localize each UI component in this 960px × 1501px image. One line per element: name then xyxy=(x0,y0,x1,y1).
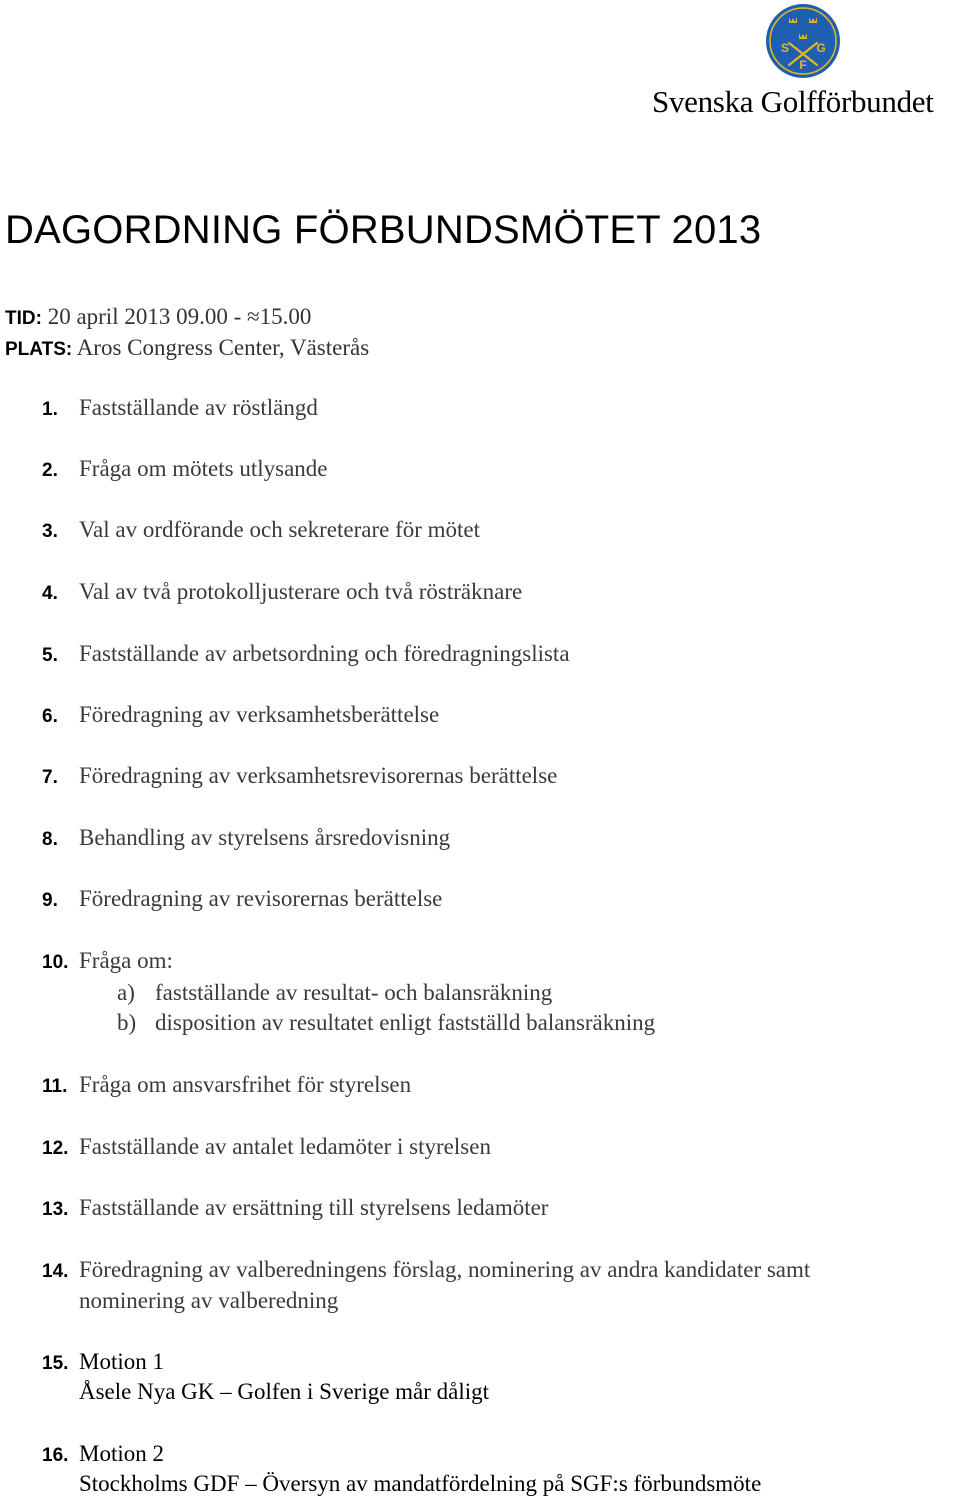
agenda-item xyxy=(42,763,557,789)
agenda-subitem xyxy=(117,1010,655,1036)
meta-time xyxy=(5,304,311,330)
agenda-item-number: 2. xyxy=(42,460,58,481)
document-title: DAGORDNING FÖRBUNDSMÖTET 2013 xyxy=(5,208,762,252)
place-label: PLATS: xyxy=(5,339,73,360)
agenda-item-number: 5. xyxy=(42,645,58,666)
time-label: TID: xyxy=(5,308,42,329)
agenda-item xyxy=(42,579,522,605)
agenda-subitem-letter: b) xyxy=(117,1010,137,1035)
agenda-item-text: Fastställande av röstlängd xyxy=(79,395,318,420)
agenda-item xyxy=(42,825,450,851)
agenda-item-text: Fråga om: xyxy=(79,948,173,973)
agenda-item xyxy=(42,1257,810,1283)
agenda-item-text: Föredragning av valberedningens förslag, nominering av andra kandidater samt xyxy=(79,1257,811,1282)
motion-description: Åsele Nya GK – Golfen i Sverige mår dåligt xyxy=(79,1379,490,1404)
agenda-subitem xyxy=(117,980,552,1006)
agenda-item xyxy=(42,517,480,543)
agenda-item-number: 16. xyxy=(42,1445,69,1466)
agenda-item-continuation: nominering av valberedning xyxy=(79,1288,339,1313)
agenda-item xyxy=(42,395,318,421)
agenda-item-text: Motion 1 xyxy=(79,1349,164,1374)
agenda-item-text: Motion 2 xyxy=(79,1441,164,1466)
place-value: Aros Congress Center, Västerås xyxy=(76,335,370,360)
agenda-item xyxy=(42,1134,491,1160)
agenda-item-text: Val av ordförande och sekreterare för mötet xyxy=(79,517,481,542)
agenda-item-number: 13. xyxy=(42,1199,69,1220)
agenda-item-number: 12. xyxy=(42,1138,69,1159)
agenda-item xyxy=(42,1441,164,1467)
agenda-item-text: Fastställande av ersättning till styrelsens ledamöter xyxy=(79,1195,549,1220)
agenda-item-number: 9. xyxy=(42,890,58,911)
agenda-item xyxy=(42,948,173,974)
emblem-letter-s: S xyxy=(780,41,790,55)
agenda-item-number: 8. xyxy=(42,829,58,850)
agenda-item xyxy=(42,456,328,482)
agenda-item-text: Fastställande av antalet ledamöter i styrelsen xyxy=(79,1134,491,1159)
agenda-item-number: 4. xyxy=(42,583,58,604)
agenda-item-number: 7. xyxy=(42,767,58,788)
agenda-subitem-text: fastställande av resultat- och balansräkning xyxy=(155,980,553,1005)
agenda-item-text: Val av två protokolljusterare och två rösträknare xyxy=(79,579,523,604)
agenda-item xyxy=(42,886,442,912)
agenda-item-text: Fråga om ansvarsfrihet för styrelsen xyxy=(79,1072,412,1097)
agenda-item-number: 1. xyxy=(42,399,58,420)
org-name-wordmark: Svenska Golfförbundet xyxy=(652,84,934,119)
agenda-subitem-letter: a) xyxy=(117,980,135,1005)
agenda-item xyxy=(42,641,570,667)
agenda-item-number: 10. xyxy=(42,952,69,973)
meta-place xyxy=(5,335,369,361)
agenda-item-number: 6. xyxy=(42,706,58,727)
agenda-item-number: 3. xyxy=(42,521,58,542)
time-value: 20 april 2013 09.00 - ≈15.00 xyxy=(47,304,312,329)
agenda-item-number: 14. xyxy=(42,1261,69,1282)
emblem-letter-g: G xyxy=(816,41,826,55)
sgf-emblem-logo xyxy=(765,3,841,79)
agenda-item-text: Föredragning av revisorernas berättelse xyxy=(79,886,443,911)
agenda-item-text: Föredragning av verksamhetsrevisorernas berättelse xyxy=(79,763,558,788)
agenda-item-number: 15. xyxy=(42,1353,69,1374)
agenda-item xyxy=(42,1349,164,1375)
motion-description: Stockholms GDF – Översyn av mandatfördelning på SGF:s förbundsmöte xyxy=(79,1471,762,1496)
agenda-item xyxy=(42,1072,411,1098)
emblem-letter-f: F xyxy=(799,58,807,72)
agenda-item-text: Fastställande av arbetsordning och föredragningslista xyxy=(79,641,570,666)
agenda-item-text: Fråga om mötets utlysande xyxy=(79,456,328,481)
agenda-item xyxy=(42,1195,548,1221)
agenda-item xyxy=(42,702,439,728)
agenda-subitem-text: disposition av resultatet enligt fastställd balansräkning xyxy=(155,1010,656,1035)
agenda-item-text: Föredragning av verksamhetsberättelse xyxy=(79,702,440,727)
agenda-item-text: Behandling av styrelsens årsredovisning xyxy=(79,825,451,850)
agenda-item-number: 11. xyxy=(42,1076,68,1097)
